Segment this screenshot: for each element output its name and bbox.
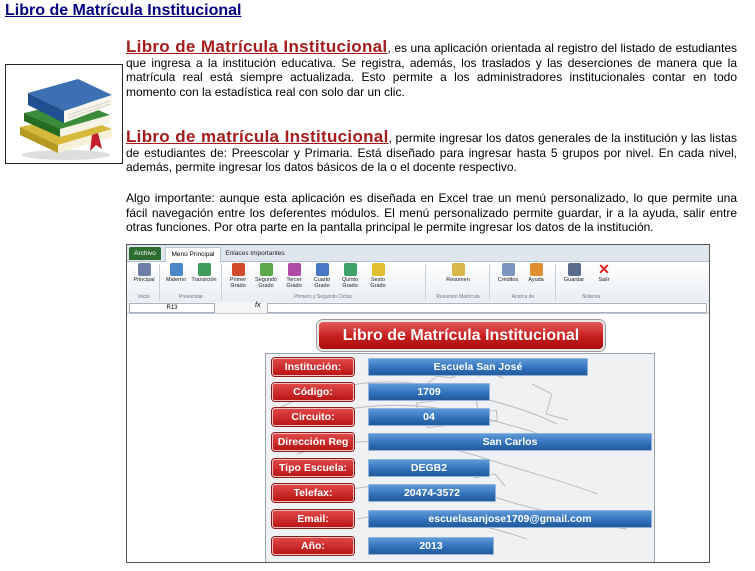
tercer-grado-button[interactable] [281,263,307,289]
grade-icon [288,263,301,276]
formula-bar [127,302,709,314]
brand-name: Libro de matrícula Institucional [126,127,389,146]
salir-label: Salir [598,277,610,283]
separator [159,264,160,300]
ayuda-label: Ayuda [528,277,544,283]
salir-button[interactable] [591,263,617,283]
books-image [5,64,123,164]
email-label: Email: [272,510,354,528]
features-text: , permite ingresar los datos generales de la institución y las listas de estudiantes de: Preescolar y Primaria. Está diseñado para ingresar hasta 5 grupos por nivel. En cada nivel, además, permite ingresar los datos básicos de la o el docente respectivo. [126,131,737,174]
institucion-label: Institución: [272,358,354,376]
group-acerca: Acerca de [511,294,535,300]
people-icon [170,263,183,276]
tab-menu-principal[interactable]: Menú Principal [165,247,221,262]
circuito-field[interactable]: 04 [368,408,490,426]
resumen-label: Resumen [446,277,470,283]
tab-archivo[interactable]: Archivo [129,247,161,260]
separator [555,264,556,300]
principal-button[interactable] [131,263,157,283]
books-icon [6,65,122,163]
separator [425,264,426,300]
codigo-label: Código: [272,383,354,401]
formula-input[interactable] [267,303,707,313]
telefax-field[interactable]: 20474-3572 [368,484,496,502]
save-icon [568,263,581,276]
ayuda-button[interactable] [523,263,549,283]
quinto-label: Quinto Grado [341,277,359,289]
summary-icon [452,263,465,276]
guardar-label: Guardar [563,277,585,283]
grade-icon [232,263,245,276]
institucion-field[interactable]: Escuela San José [368,358,588,376]
grade-icon [344,263,357,276]
guardar-button[interactable] [561,263,587,283]
grade-icon [260,263,273,276]
principal-label: Principal [133,277,155,283]
segundo-label: Segundo Grado [254,277,278,289]
separator [221,264,222,300]
tipo-escuela-field[interactable]: DEGB2 [368,459,490,477]
group-resumen: Resumen Matrícula [436,294,480,300]
quinto-grado-button[interactable] [337,263,363,289]
banner-title: Libro de Matrícula Institucional [317,320,605,351]
worksheet [127,314,709,562]
group-primer-segundo: Primero y Segundo Ciclos [294,294,352,300]
materno-button[interactable] [163,263,189,283]
group-sistema: Sistema [581,294,601,300]
excel-screenshot [126,244,710,563]
book-icon [502,263,515,276]
grade-icon [372,263,385,276]
email-field[interactable]: escuelasanjose1709@gmail.com [368,510,652,528]
sexto-grado-button[interactable] [365,263,391,289]
intro-paragraph [126,37,737,99]
creditos-label: Créditos [497,277,519,283]
home-icon [138,263,151,276]
tab-enlaces-importantes[interactable]: Enlaces Importantes [225,250,285,257]
transicion-label: Transición [191,277,217,283]
people-icon [198,263,211,276]
resumen-button[interactable] [445,263,471,283]
features-paragraph [126,127,737,175]
circuito-label: Circuito: [272,408,354,426]
group-preescolar: Preescolar [179,294,203,300]
separator [489,264,490,300]
group-inicio: Inicio [138,294,150,300]
creditos-button[interactable] [495,263,521,283]
transicion-button[interactable] [191,263,217,283]
help-icon [530,263,543,276]
ribbon [127,262,709,303]
page-title: Libro de Matrícula Institucional [5,2,242,19]
close-icon: ✕ [598,261,610,277]
primer-label: Primer Grado [229,277,247,289]
telefax-label: Telefax: [272,484,354,502]
intro-text: , es una aplicación orientada al registro del listado de estudiantes que ingresa a la institución educativa. Se registra, además, los traslados y las deserciones de manera que la matrícula real está siempre actualizada. Esto permite a los administradores institucionales contar en todo momento con la estadística real con solo dar un clic. [126,41,737,99]
sexto-label: Sexto Grado [370,277,386,289]
codigo-field[interactable]: 1709 [368,383,490,401]
materno-label: Materno [165,277,187,283]
tipo-escuela-label: Tipo Escuela: [272,459,354,477]
fx-icon: fx [255,302,261,309]
brand-name: Libro de Matrícula Institucional [126,37,388,56]
direccion-field[interactable]: San Carlos [368,433,652,451]
tercer-label: Tercer Grado [286,277,302,289]
grade-icon [316,263,329,276]
cuarto-grado-button[interactable] [309,263,335,289]
primer-grado-button[interactable] [225,263,251,289]
segundo-grado-button[interactable] [253,263,279,289]
cell-reference[interactable]: R13 [129,303,215,313]
cuarto-label: Cuarto Grado [313,277,331,289]
anio-label: Año: [272,537,354,555]
ribbon-tabs [127,245,709,262]
note-paragraph: Algo importante: aunque esta aplicación es diseñada en Excel trae un menú personalizado, lo que permite una fácil navegación entre los deferentes módulos. El menú personalizado permite guardar, ir a la ayuda, salir entre otras funciones. Por otra parte en la pantalla principal le permite ingresar los datos de la institución. [126,191,737,234]
direccion-label: Dirección Reg [272,433,354,451]
anio-field[interactable]: 2013 [368,537,494,555]
